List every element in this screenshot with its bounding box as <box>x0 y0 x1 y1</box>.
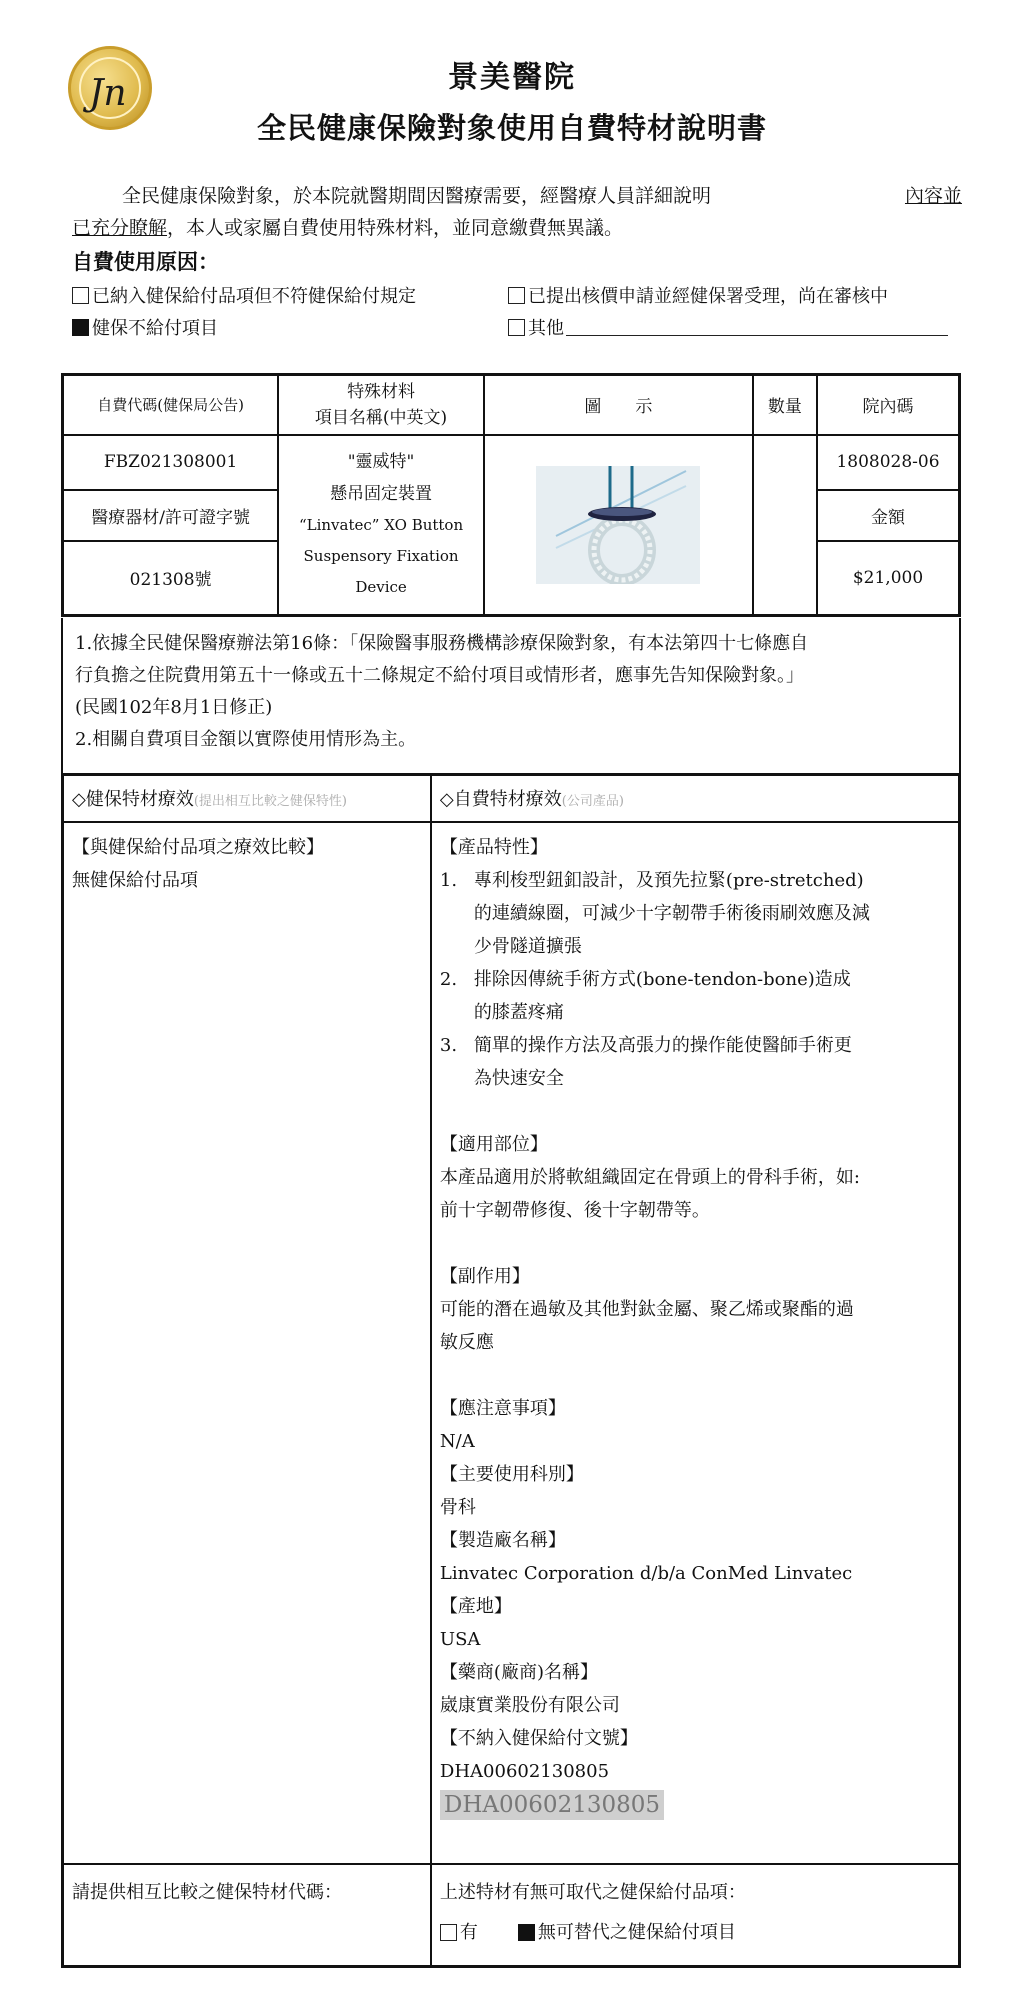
side-effect-title: 【副作用】 <box>439 1265 530 1287</box>
caution-title: 【應注意事項】 <box>439 1397 566 1419</box>
origin-title: 【產地】 <box>439 1595 512 1617</box>
amount-value: $21,000 <box>817 541 960 616</box>
feature-list <box>440 864 950 1095</box>
agent-title: 【藥商(廠商)名稱】 <box>439 1661 598 1683</box>
note-2: 2.相關自費項目金額以實際使用情形為主。 <box>75 729 417 750</box>
quantity-cell[interactable] <box>753 435 817 616</box>
license-label: 醫療器材/許可證字號 <box>63 490 279 541</box>
header-image: 圖 示 <box>484 375 753 435</box>
checkbox-reason-2[interactable] <box>508 287 525 304</box>
product-image-cell <box>484 435 753 616</box>
maker-title: 【製造廠名稱】 <box>439 1529 566 1551</box>
feature-item: 2. 排除因傳統手術方式(bone-tendon-bone)造成 的膝蓋疼痛 <box>439 968 851 1023</box>
svg-text:Jn: Jn <box>89 73 127 114</box>
feature-item: 1. 專利梭型鈕釦設計，及預先拉緊(pre-stretched) 的連續線圈，可減少十字韌帶手術後雨刷效應及減 少骨隧道擴張 <box>439 869 870 957</box>
reason-option-1[interactable]: 已納入健保給付品項但不符健保給付規定 <box>72 282 416 308</box>
features-title: 【產品特性】 <box>439 836 548 858</box>
right-description-cell: 【產品特性】 1. 專利梭型鈕釦設計，及預先拉緊(pre-stretched) 的連續線圈，可減少十字韌帶手術後雨刷效應及減 少骨隧道擴張 2. 排除因傳統手術方式(bone-tendon-bone)造成 的膝蓋疼痛 3. 簡單的操作方法及高張力的操作能使醫師手術更 為快速安全 【適用部位】 本產品適用於將軟組織固定在骨頭上的骨科手術，如: 前十字韌帶修復、後十字韌帶等。 【副作用】 可能的潛在過敏及其他對鈦金屬、聚乙烯或聚酯的過 敏反應 【應注意事項】 N/A 【主要使用科別】 骨科 【製造廠名稱】 Linvatec Corporation d/b/a ConMed Linvatec 【產地】 USA 【藥商(廠商)名稱】 崴康實業股份有限公司 【不納入健保給付文號】 DHA00602130805 DHA00602130805 <box>431 822 960 1864</box>
footer-left: 請提供相互比較之健保特材代碼： <box>63 1864 431 1967</box>
checkbox-yes[interactable] <box>440 1924 457 1941</box>
hospital-code: 1808028-06 <box>817 435 960 490</box>
reason-option-4[interactable]: 其他 <box>508 314 948 340</box>
header-qty: 數量 <box>753 375 817 435</box>
left-column-header: ◇健保特材療效(提出相互比較之健保特性) <box>63 775 431 822</box>
doc-number-stamp: DHA00602130805 <box>440 1790 664 1820</box>
left-comparison-cell: 【與健保給付品項之療效比較】 無健保給付品項 <box>63 822 431 1864</box>
reason-option-2[interactable]: 已提出核價申請並經健保署受理，尚在審核中 <box>508 282 888 308</box>
header-code: 自費代碼(健保局公告) <box>63 375 279 435</box>
checkbox-reason-1[interactable] <box>72 287 89 304</box>
hospital-name: 景美醫院 <box>448 60 576 95</box>
checkbox-reason-3[interactable] <box>72 319 89 336</box>
item-code: FBZ021308001 <box>63 435 279 490</box>
header-material: 特殊材料 項目名稱(中英文) <box>278 375 484 435</box>
notes-box <box>61 618 961 775</box>
comparison-table <box>61 773 961 1968</box>
license-number: 021308號 <box>63 541 279 616</box>
header-hospital-code: 院內碼 <box>817 375 960 435</box>
site-title: 【適用部位】 <box>439 1133 548 1155</box>
checkbox-reason-4[interactable] <box>508 319 525 336</box>
right-column-header: ◇自費特材療效(公司產品) <box>431 775 960 822</box>
feature-item: 3. 簡單的操作方法及高張力的操作能使醫師手術更 為快速安全 <box>439 1034 852 1089</box>
product-image <box>536 466 700 584</box>
reason-heading: 自費使用原因： <box>72 249 219 274</box>
note-1-line-3: (民國102年8月1日修正) <box>75 697 273 718</box>
footer-right: 上述特材有無可取代之健保給付品項： 有 無可替代之健保給付項目 <box>431 1864 960 1967</box>
note-1-line-2: 行負擔之住院費用第五十一條或五十二條規定不給付項目或情形者，應事先告知保險對象。」 <box>75 665 804 686</box>
doc-title: 【不納入健保給付文號】 <box>439 1727 638 1749</box>
item-table <box>61 373 961 617</box>
amount-label: 金額 <box>817 490 960 541</box>
product-name: "靈威特" 懸吊固定裝置 “Linvatec” XO Button Suspensory Fixation Device <box>278 435 484 616</box>
intro-paragraph: 全民健康保險對象，於本院就醫期間因醫療需要，經醫療人員詳細說明 內容並 已充分瞭解，本人或家屬自費使用特殊材料，並同意繳費無異議。 <box>72 185 962 239</box>
other-reason-line[interactable] <box>566 318 948 336</box>
dept-title: 【主要使用科別】 <box>439 1463 584 1485</box>
reason-option-3[interactable]: 健保不給付項目 <box>72 314 218 340</box>
document-title: 全民健康保險對象使用自費特材說明書 <box>256 111 767 145</box>
checkbox-no-substitute[interactable] <box>518 1924 535 1941</box>
note-1-line-1: 1.依據全民健保醫療辦法第16條：「保險醫事服務機構診療保險對象，有本法第四十七條應自 <box>75 633 809 654</box>
